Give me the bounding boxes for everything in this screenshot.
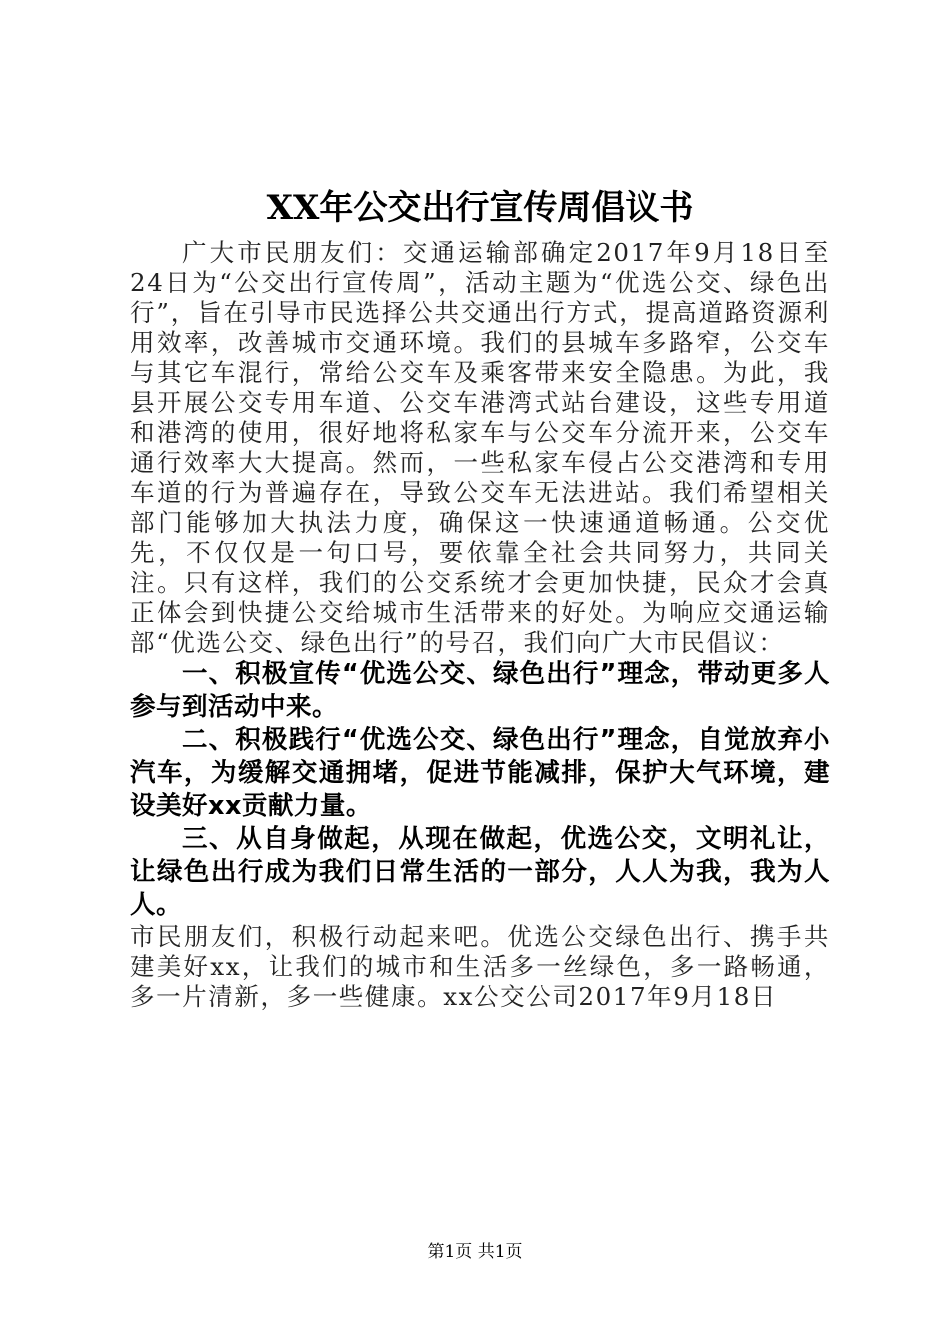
proposal-item-2: 二、积极践行“优选公交、绿色出行”理念，自觉放弃小汽车，为缓解交通拥堵，促进节能减排，保护大气环境，建设美好xx贡献力量。 bbox=[130, 725, 830, 821]
proposal-item-3: 三、从自身做起，从现在做起，优选公交，文明礼让，让绿色出行成为我们日常生活的一部分，人人为我，我为人人。 bbox=[130, 824, 830, 920]
proposal-item-1: 一、积极宣传“优选公交、绿色出行”理念，带动更多人参与到活动中来。 bbox=[130, 659, 830, 722]
intro-paragraph: 广大市民朋友们：交通运输部确定2017年9月18日至24日为“公交出行宣传周”，活动主题为“优选公交、绿色出行”，旨在引导市民选择公共交通出行方式，提高道路资源利用效率，改善城市交通环境。我们的县城车多路窄，公交车与其它车混行，常给公交车及乘客带来安全隐患。为此，我县开展公交专用车道、公交车港湾式站台建设，这些专用道和港湾的使用，很好地将私家车与公交车分流开来，公交车通行效率大大提高。然而，一些私家车侵占公交港湾和专用车道的行为普遍存在，导致公交车无法进站。我们希望相关部门能够加大执法力度，确保这一快速通道畅通。公交优先，不仅仅是一句口号，要依靠全社会共同努力，共同关注。只有这样，我们的公交系统才会更加快捷，民众才会真正体会到快捷公交给城市生活带来的好处。为响应交通运输部“优选公交、绿色出行”的号召，我们向广大市民倡议： bbox=[130, 238, 830, 657]
closing-paragraph: 市民朋友们，积极行动起来吧。优选公交绿色出行、携手共建美好xx，让我们的城市和生活多一丝绿色，多一路畅通，多一片清新，多一些健康。xx公交公司2017年9月18日 bbox=[130, 922, 830, 1011]
page-number-footer: 第1页 共1页 bbox=[427, 1242, 523, 1262]
document-title: XX年公交出行宣传周倡议书 bbox=[266, 188, 694, 228]
document-body bbox=[130, 238, 830, 1012]
